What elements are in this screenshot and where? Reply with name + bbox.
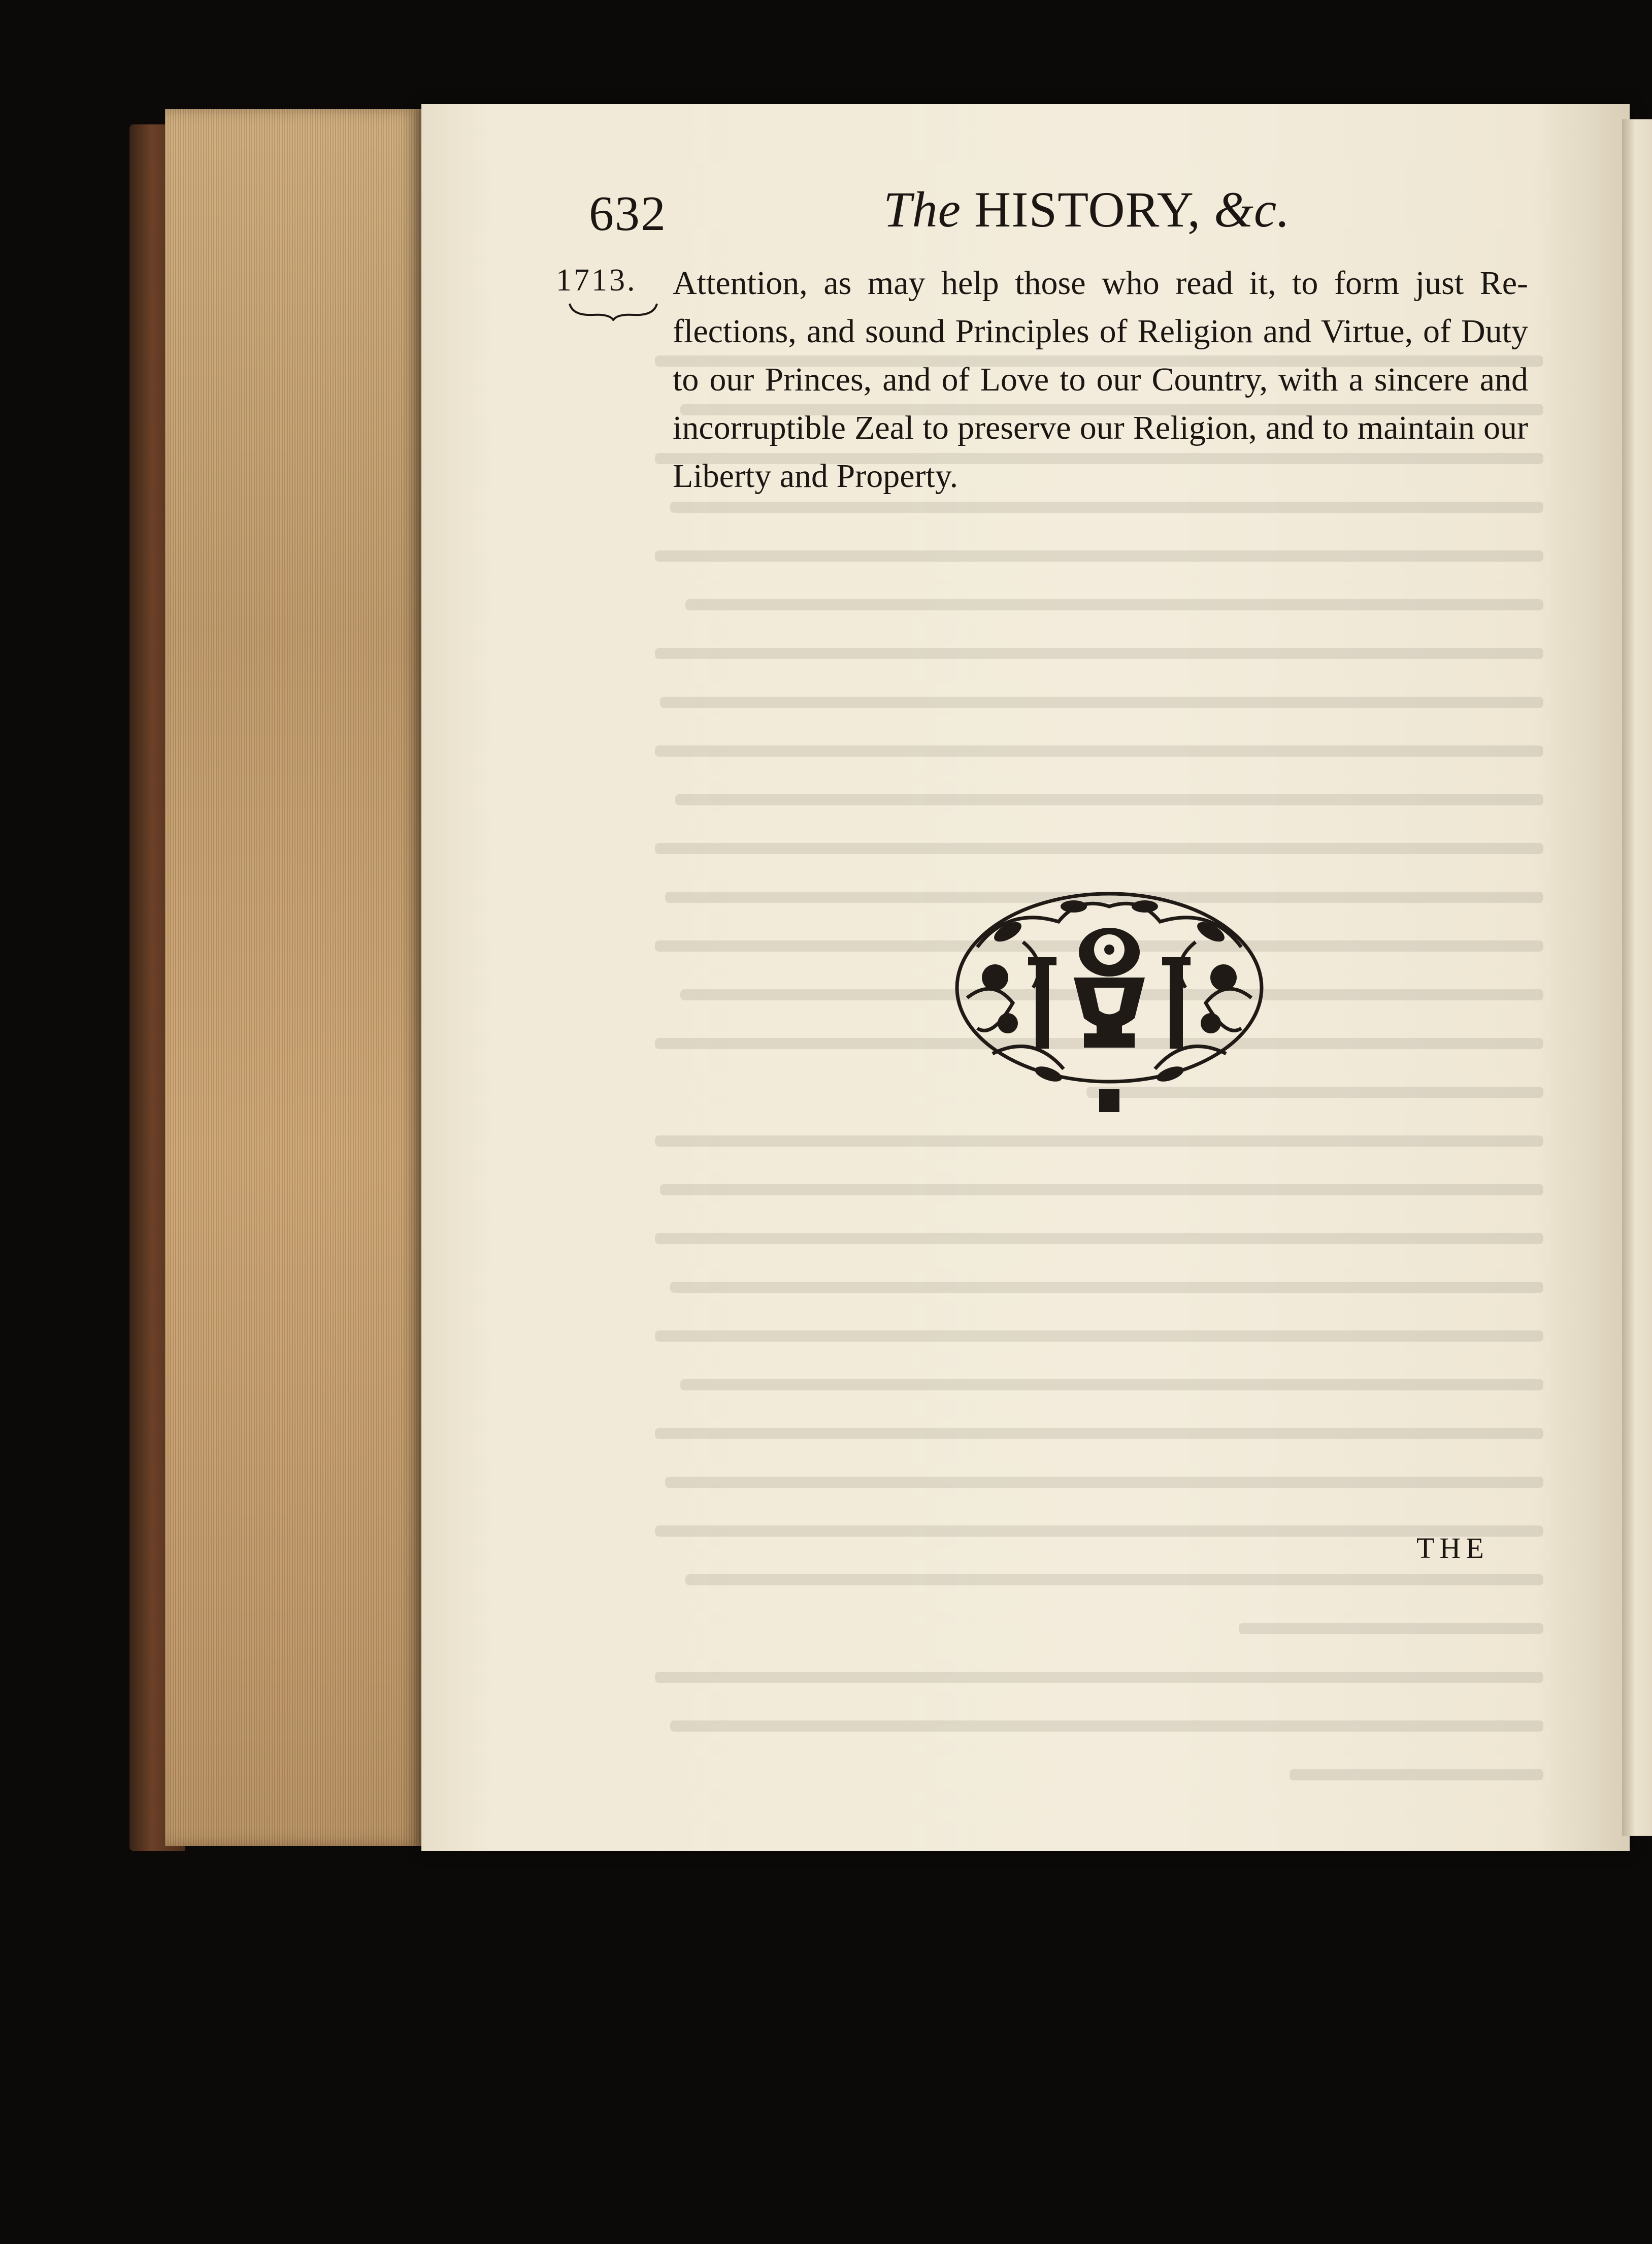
page-block-edges bbox=[165, 109, 421, 1846]
page-number: 632 bbox=[589, 186, 667, 241]
body-line: incorruptible Zeal to preserve our Religion, and to maintain our bbox=[673, 409, 1528, 446]
running-head-etc: &c. bbox=[1214, 181, 1291, 238]
body-line: to our Princes, and of Love to our Country, with a sincere and bbox=[673, 361, 1528, 398]
page-header bbox=[589, 180, 1528, 246]
body-line: Liberty and Property. bbox=[673, 458, 959, 495]
catchword: THE bbox=[1416, 1532, 1489, 1565]
body-line: Attention, as may help those who read it, to form just Re- bbox=[673, 265, 1528, 302]
printers-ornament-vase-icon bbox=[947, 886, 1272, 1115]
facing-page-edge bbox=[1622, 119, 1652, 1836]
margin-brace-icon bbox=[568, 301, 659, 321]
body-line: flections, and sound Principles of Religion and Virtue, of Duty bbox=[673, 313, 1528, 350]
running-head-title: HISTORY, bbox=[974, 181, 1201, 238]
running-head-the: The bbox=[883, 181, 961, 238]
margin-year-note: 1713. bbox=[556, 263, 637, 298]
running-head bbox=[883, 180, 1290, 239]
body-paragraph bbox=[673, 259, 1528, 500]
